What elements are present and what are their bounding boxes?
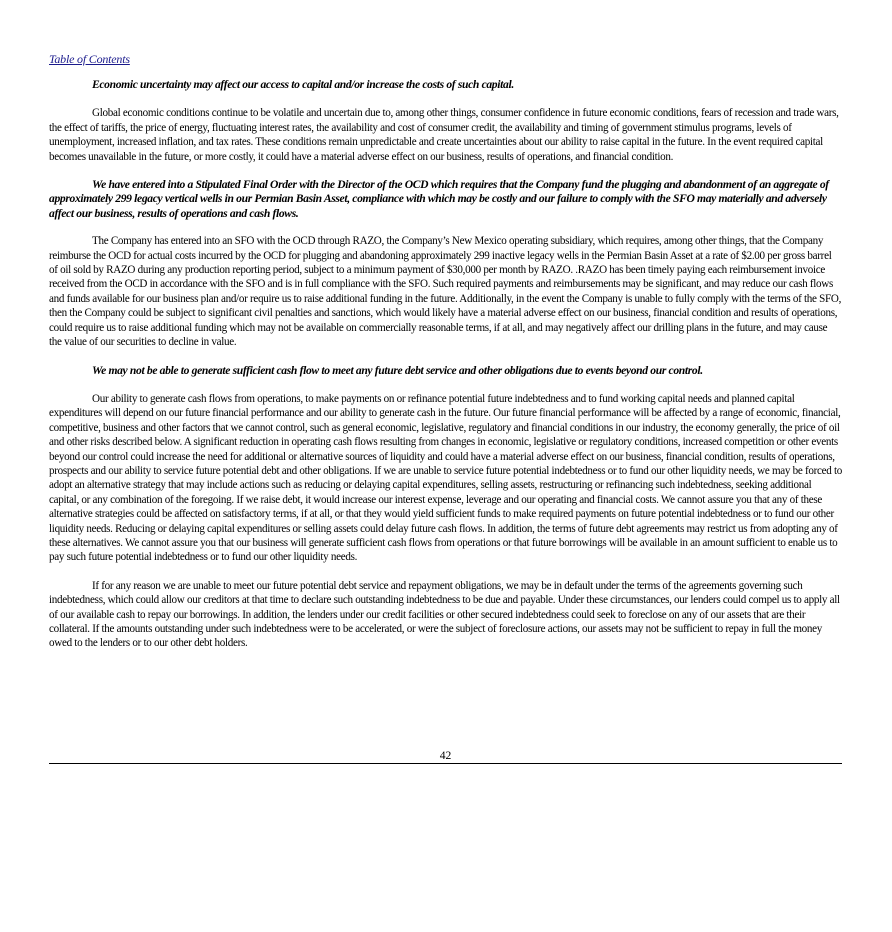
body-paragraph: If for any reason we are unable to meet our future potential debt service and repayment obligations, we may be in default under the terms of the agreements governing such indebtedness, which could allow our creditors at that time to declare such outstanding indebtedness to be due and payable. Under these circumstances, our lenders could compel us to apply all of our available cash to repay our borrowings. In addition, the lenders under our credit facilities or other secured indebtedness could seek to foreclose on any of our assets that are their collateral. If the amounts outstanding under such indebtedness were to be accelerated, or were the subject of foreclosure actions, our assets may not be sufficient to repay in full the money owed to the lenders or to our other debt holders. [49,579,840,650]
section-cash-flow-debt-service [49,364,842,651]
body-paragraph: The Company has entered into an SFO with the OCD through RAZO, the Company’s New Mexico operating subsidiary, which requires, among other things, that the Company reimburse the OCD for actual costs incurred by the OCD for plugging and abandoning approximately 299 inactive legacy wells in the Permian Basin Asset at a rate of $2.00 per gross barrel of oil sold by RAZO during any production reporting period, subject to a minimum payment of $30,000 per month by RAZO. .RAZO has been timely paying each reimbursement invoice received from the OCD in accordance with the SFO and is in full compliance with the SFO. Such required payments and reimbursements may be significant, and may reduce our cash flows and funds available for our business plan and/or require us to raise additional funding in the future. Additionally, in the event the Company is unable to fully comply with the terms of the SFO, then the Company could be subject to significant civil penalties and sanctions, which would likely have a material adverse effect on our business, financial condition and results of operations, could require us to raise additional funding which may not be available on commercially reasonable terms, if at all, and may negatively affect our drilling plans in the future, and may cause the value of our securities to decline in value. [49,235,842,349]
section-economic-uncertainty [49,78,842,164]
section-heading: We have entered into a Stipulated Final Order with the Director of the OCD which requires that the Company fund the plugging and abandonment of an aggregate of approximately 299 legacy vertical wells in our Permian Basin Asset, compliance with which may be costly and our failure to comply with the SFO may materially and adversely affect our business, results of operations and cash flows. [49,178,829,220]
table-of-contents-link[interactable]: Table of Contents [49,52,130,66]
document-page [49,50,843,762]
page-number: 42 [439,749,452,762]
section-heading: Economic uncertainty may affect our access to capital and/or increase the costs of such capital. [92,78,514,91]
section-stipulated-final-order [49,178,842,349]
body-paragraph: Our ability to generate cash flows from operations, to make payments on or refinance potential future indebtedness and to fund working capital needs and planned capital expenditures will depend on our future financial performance and our ability to generate cash in the future. Our future financial performance will be affected by a range of economic, financial, competitive, business and other factors that we cannot control, such as general economic, legislative, regulatory and financial conditions in our industry, the economy generally, the price of oil and other risks described below. A significant reduction in operating cash flows resulting from changes in economic, legislative or regulatory conditions, increased competition or other events beyond our control could increase the need for additional or alternative sources of liquidity and could have a material adverse effect on our business, financial condition, results of operations, prospects and our ability to service future potential debt and other obligations. If we are unable to service future potential indebtedness or to fund our other liquidity needs, we may be forced to adopt an alternative strategy that may include actions such as reducing or delaying capital expenditures, selling assets, restructuring or refinancing such indebtedness, seeking additional capital, or any combination of the foregoing. If we raise debt, it would increase our interest expense, leverage and our operating and financial costs. We cannot assure you that any of these alternative strategies could be affected on satisfactory terms, if at all, or that they would yield sufficient funds to make required payments on future potential indebtedness or to fund our other liquidity needs. Reducing or delaying capital expenditures or selling assets could delay future cash flows. In addition, the terms of future debt agreements may restrict us from adopting any of these alternatives. We cannot assure you that our business will generate sufficient cash flows from operations or that future borrowings will be available in an amount sufficient to enable us to pay such future potential indebtedness or to fund our other liquidity needs. [49,392,843,564]
section-heading: We may not be able to generate sufficient cash flow to meet any future debt service and other obligations due to events beyond our control. [92,363,703,377]
footer-divider [49,763,842,764]
body-paragraph: Global economic conditions continue to be volatile and uncertain due to, among other things, consumer confidence in future economic conditions, fears of recession and trade wars, the effect of tariffs, the price of energy, fluctuating interest rates, the availability and cost of consumer credit, the availability and timing of government stimulus programs, levels of unemployment, increased inflation, and tax rates. These conditions remain unpredictable and create uncertainties about our ability to raise capital in the future. In the event required capital becomes unavailable in the future, or more costly, it could have a material adverse effect on our business, results of operations, and financial condition. [49,107,839,163]
